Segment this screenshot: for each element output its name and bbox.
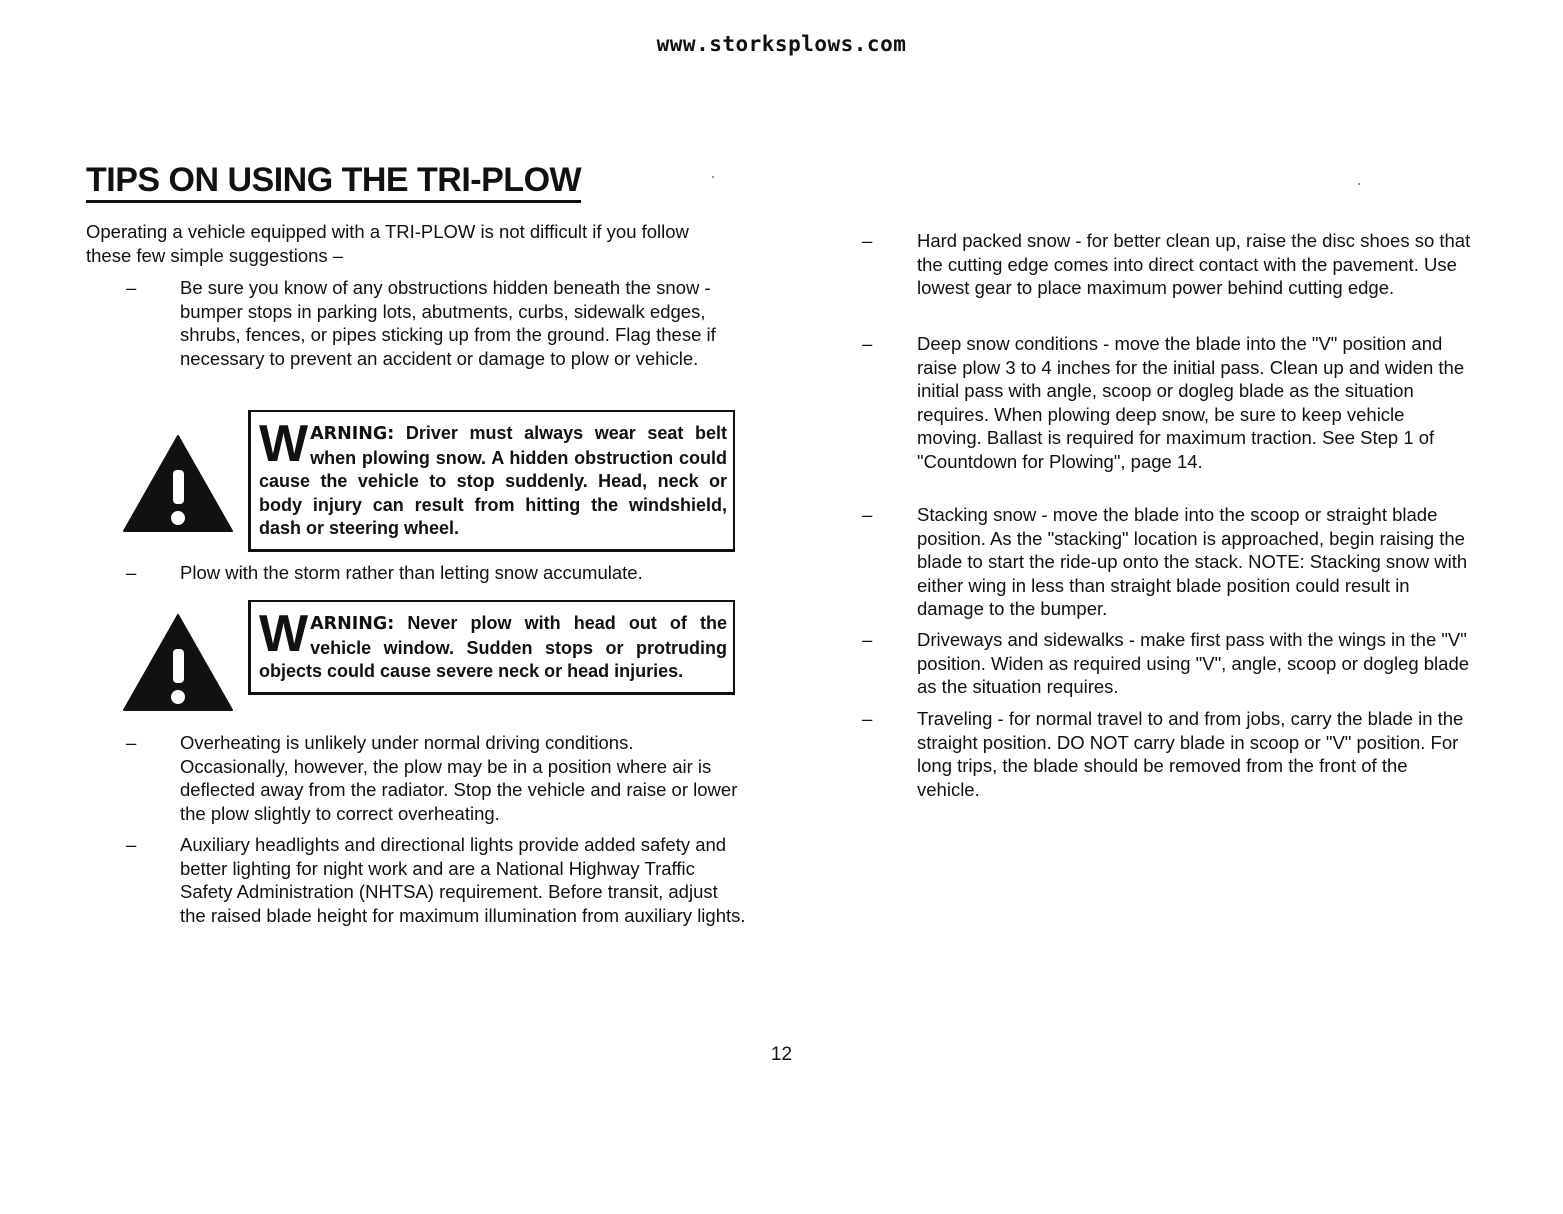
warning-initial: W xyxy=(259,415,309,473)
list-item xyxy=(126,561,746,585)
bullet-dash: – xyxy=(862,708,873,729)
list-item-text: Deep snow conditions - move the blade into the "V" position and raise plow 3 to 4 inches for the initial pass. Clean up and widen the initial pass with angle, scoop or dogleg blade as the situation requires. When plowing deep snow, be sure to keep vehicle moving. Ballast is required for maximum traction. See Step 1 of "Countdown for Plowing", page 14. xyxy=(917,333,1465,472)
scan-speck xyxy=(1358,183,1360,185)
warning-box xyxy=(248,410,735,552)
list-item xyxy=(862,503,1472,621)
list-item xyxy=(126,731,746,825)
list-item-text: Traveling - for normal travel to and from jobs, carry the blade in the straight position. DO NOT carry blade in scoop or "V" position. For long trips, the blade should be removed from the front of the vehicle. xyxy=(917,708,1464,800)
list-item-text: Auxiliary headlights and directional lights provide added safety and better lighting for night work and are a National Highway Traffic Safety Administration (NHTSA) requirement. Before transit, adjust the raised blade height for maximum illumination from auxiliary lights. xyxy=(180,834,746,926)
warning-text: Driver must always wear seat belt when plowing snow. A hidden obstruction could cause the vehicle to stop suddenly. Head, neck or body injury can result from hitting the windshield, dash or steering wheel. xyxy=(259,423,727,538)
warning-text: Never plow with head out of the vehicle window. Sudden stops or protruding objects could cause severe neck or head injuries. xyxy=(259,613,727,681)
warning-triangle-icon xyxy=(122,611,234,711)
page-title: TIPS ON USING THE TRI-PLOW xyxy=(86,160,581,203)
bullet-dash: – xyxy=(862,504,873,525)
warning-label: ARNING: xyxy=(310,424,395,444)
bullet-dash: – xyxy=(862,230,873,251)
bullet-dash: – xyxy=(862,629,873,650)
list-item xyxy=(862,332,1472,473)
list-item-text: Overheating is unlikely under normal driving conditions. Occasionally, however, the plow may be in a position where air is deflected away from the radiator. Stop the vehicle and raise or lower the plow slightly to correct overheating. xyxy=(180,732,738,824)
bullet-dash: – xyxy=(126,562,137,583)
bullet-dash: – xyxy=(862,333,873,354)
warning-box xyxy=(248,600,735,695)
list-item-text: Plow with the storm rather than letting snow accumulate. xyxy=(180,562,643,583)
list-item xyxy=(126,833,746,927)
bullet-dash: – xyxy=(126,277,137,298)
list-item xyxy=(126,276,746,370)
page-number: 12 xyxy=(770,1044,793,1065)
site-url: www.storksplows.com xyxy=(656,32,907,56)
list-item-text: Stacking snow - move the blade into the scoop or straight blade position. As the "stacking" location is approached, begin raising the blade to start the ride-up onto the stack. NOTE: Stacking snow with either wing in less than straight blade position could result in damage to the bumper. xyxy=(917,504,1468,619)
warning-triangle-icon xyxy=(122,432,234,532)
list-item xyxy=(862,628,1472,699)
list-item-text: Be sure you know of any obstructions hidden beneath the snow - bumper stops in parking lots, abutments, curbs, sidewalk edges, shrubs, fences, or pipes sticking up from the ground. Flag these if necessary to prevent an accident or damage to plow or vehicle. xyxy=(180,277,716,369)
list-item-text: Driveways and sidewalks - make first pass with the wings in the "V" position. Widen as required using "V", angle, scoop or dogleg blade as the situation requires. xyxy=(917,629,1470,697)
list-item xyxy=(862,707,1472,801)
warning-label: ARNING: xyxy=(310,614,395,634)
intro-paragraph: Operating a vehicle equipped with a TRI-PLOW is not difficult if you follow these few simple suggestions – xyxy=(86,221,689,266)
warning-initial: W xyxy=(259,605,309,663)
bullet-dash: – xyxy=(126,834,137,855)
list-item-text: Hard packed snow - for better clean up, raise the disc shoes so that the cutting edge comes into direct contact with the pavement. Use lowest gear to place maximum power behind cutting edge. xyxy=(917,230,1471,298)
list-item xyxy=(862,229,1472,300)
scan-speck xyxy=(712,176,714,178)
bullet-dash: – xyxy=(126,732,137,753)
